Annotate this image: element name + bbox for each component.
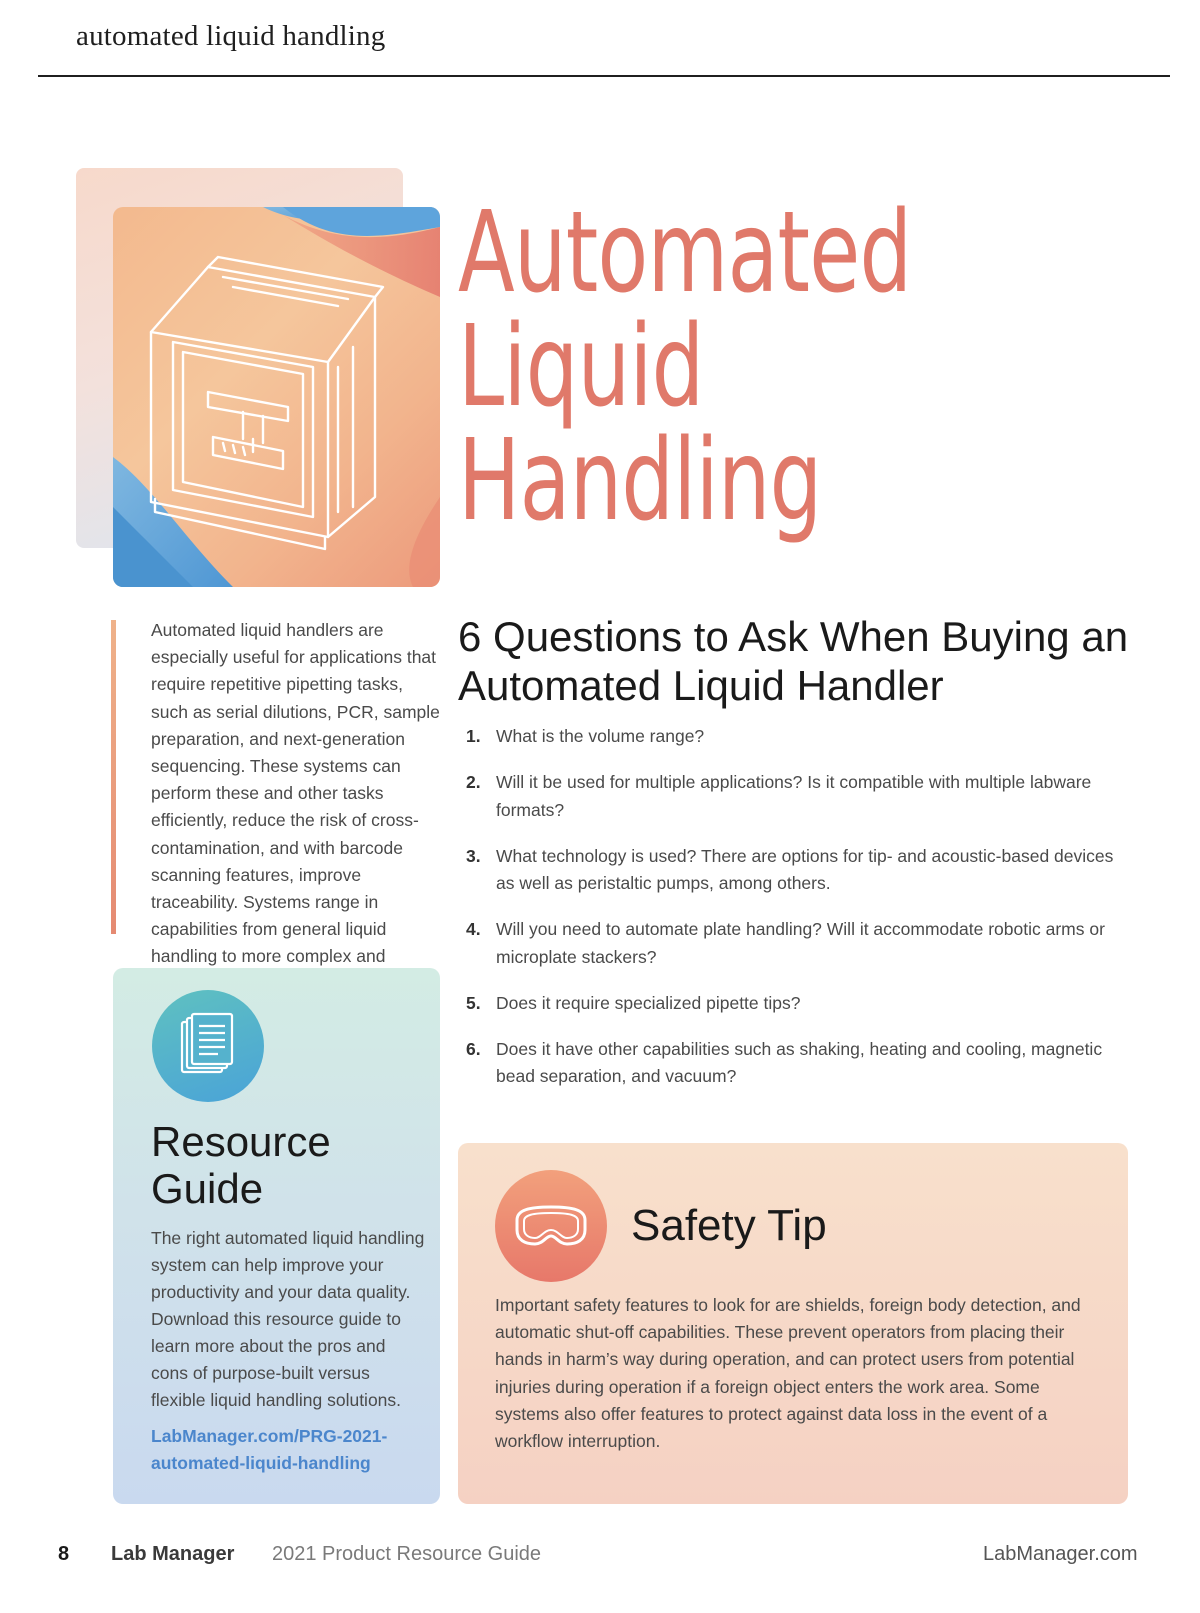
resource-guide-text: The right automated liquid handling system can help improve your productivity and your data quality. Download this resource guide to learn more about the pros and cons of purpose-built versus flexible liquid handling solutions.: [151, 1228, 425, 1410]
footer-publication: 2021 Product Resource Guide: [272, 1543, 542, 1565]
list-item: [466, 843, 1136, 898]
safety-tip-title: Safety Tip: [631, 1201, 827, 1250]
question-number: 3.: [466, 845, 481, 866]
question-number: 6.: [466, 1038, 481, 1059]
footer-brand: Lab Manager: [111, 1543, 235, 1565]
question-text: Will you need to automate plate handling? Will it accommodate robotic arms or microplate stackers?: [496, 919, 1105, 967]
question-number: 1.: [466, 726, 481, 746]
page-title: Automated Liquid Handling: [458, 188, 912, 546]
intro-accent-bar: [111, 620, 116, 934]
resource-guide-link[interactable]: LabManager.com/PRG-2021-automated-liquid-handling: [151, 1426, 388, 1473]
question-text: Does it have other capabilities such as shaking, heating and cooling, magnetic bead separation, and vacuum?: [496, 1038, 1103, 1086]
safety-tip-text: Important safety features to look for are shields, foreign body detection, and automatic shut-off capabilities. These prevent operators from placing their hands in harm’s way during operation, and can protect users from potential injuries during operation if a foreign object enters the work area. Some systems also offer features to protect against data loss in the event of a workflow interruption.: [495, 1295, 1081, 1452]
list-item: [466, 723, 1136, 751]
liquid-handler-machine-icon: [113, 207, 440, 587]
page-number: 8: [58, 1543, 70, 1565]
resource-guide-title: Resource Guide: [151, 1118, 331, 1212]
running-head: automated liquid handling: [76, 20, 386, 52]
questions-heading: 6 Questions to Ask When Buying an Automated Liquid Handler: [458, 613, 1129, 709]
question-text: Does it require specialized pipette tips?: [496, 992, 801, 1013]
list-item: [466, 1036, 1136, 1091]
question-text: What is the volume range?: [496, 726, 705, 746]
list-item: [466, 990, 1136, 1018]
questions-list: [466, 723, 1136, 1109]
question-number: 5.: [466, 992, 481, 1013]
list-item: [466, 916, 1136, 971]
list-item: [466, 769, 1136, 824]
question-number: 2.: [466, 772, 481, 792]
document-icon: [152, 990, 264, 1102]
intro-paragraph: Automated liquid handlers are especially useful for applications that require repetitive pipetting tasks, such as serial dilutions, PCR, sample preparation, and next-generation sequencing. These systems can perform these and other tasks efficiently, reduce the risk of cross-contamination, and with barcode scanning features, improve traceability. Systems range in capabilities from general liquid handling to more complex and: [151, 620, 440, 967]
question-number: 4.: [466, 919, 481, 939]
hero-illustration: [113, 207, 440, 587]
safety-goggles-icon: [495, 1170, 607, 1282]
header-rule: [38, 75, 1170, 77]
question-text: What technology is used? There are options for tip- and acoustic-based devices as well as peristaltic pumps, among others.: [496, 845, 1114, 893]
footer-url[interactable]: LabManager.com: [983, 1543, 1138, 1565]
question-text: Will it be used for multiple applications? Is it compatible with multiple labware formats?: [496, 772, 1092, 820]
